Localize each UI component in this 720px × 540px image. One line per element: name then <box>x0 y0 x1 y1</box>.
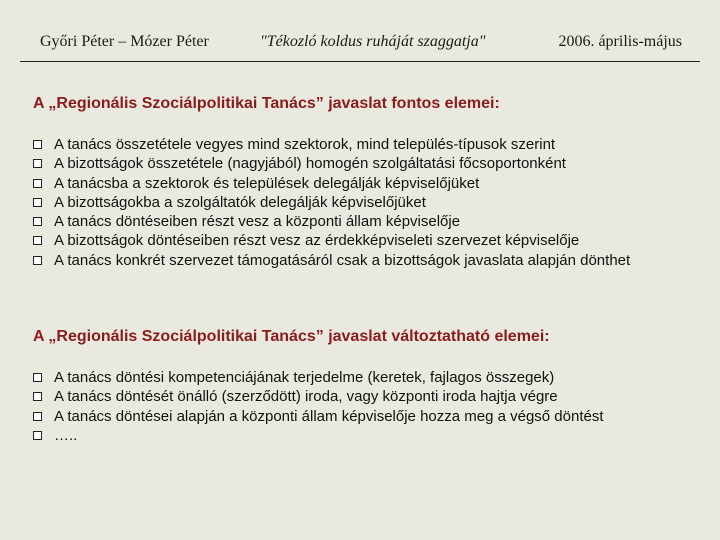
checkbox-bullet-icon <box>33 412 42 421</box>
list-item-text: A tanács döntési kompetenciájának terjedelme (keretek, fajlagos összegek) <box>54 369 555 386</box>
list-item <box>33 154 673 173</box>
slide-header <box>20 33 700 55</box>
list-item-text: A tanácsba a szektorok és települések delegálják képviselőjüket <box>54 174 480 192</box>
checkbox-bullet-icon <box>33 217 42 226</box>
list-item-text: A tanács döntései alapján a központi állam képviselője hozza meg a végső döntést <box>54 407 604 425</box>
list-item-text: A bizottságok összetétele (nagyjából) homogén szolgáltatási főcsoportonként <box>54 155 566 173</box>
list-item-text: A tanács döntéseiben részt vesz a központi állam képviselője <box>54 213 461 231</box>
list-item-text: A tanács összetétele vegyes mind szektorok, mind település-típusok szerint <box>54 136 556 153</box>
checkbox-bullet-icon <box>33 140 42 149</box>
list-item-text: A bizottságok döntéseiben részt vesz az érdekképviseleti szervezet képviselője <box>54 232 580 250</box>
header-date: 2006. április-május <box>558 33 682 50</box>
bullet-list <box>33 135 673 270</box>
list-item <box>33 368 673 387</box>
checkbox-bullet-icon <box>33 431 42 440</box>
list-item-text: A bizottságokba a szolgáltatók delegálják képviselőjüket <box>54 193 426 211</box>
list-item <box>33 387 673 406</box>
bullet-list <box>33 368 673 445</box>
list-item-text: ….. <box>54 426 78 444</box>
section-heading: A „Regionális Szociálpolitikai Tanács” javaslat változtatható elemei: <box>33 328 550 345</box>
list-item <box>33 251 673 270</box>
section-heading: A „Regionális Szociálpolitikai Tanács” javaslat fontos elemei: <box>33 95 500 112</box>
list-item <box>33 193 673 212</box>
list-item <box>33 174 673 193</box>
checkbox-bullet-icon <box>33 256 42 265</box>
header-divider <box>20 61 700 62</box>
header-title: "Tékozló koldus ruháját szaggatja" <box>260 33 486 50</box>
checkbox-bullet-icon <box>33 179 42 188</box>
section-important-elements <box>33 94 673 270</box>
list-item-text: A tanács konkrét szervezet támogatásáról csak a bizottságok javaslata alapján dönthet <box>54 251 631 269</box>
list-item-text: A tanács döntését önálló (szerződött) iroda, vagy központi iroda hajtja végre <box>54 388 558 406</box>
list-item <box>33 407 673 426</box>
list-item <box>33 135 673 154</box>
list-item <box>33 231 673 250</box>
list-item <box>33 426 673 445</box>
checkbox-bullet-icon <box>33 198 42 207</box>
list-item <box>33 212 673 231</box>
section-changeable-elements <box>33 327 673 445</box>
checkbox-bullet-icon <box>33 236 42 245</box>
checkbox-bullet-icon <box>33 373 42 382</box>
checkbox-bullet-icon <box>33 159 42 168</box>
header-authors: Győri Péter – Mózer Péter <box>40 33 209 50</box>
checkbox-bullet-icon <box>33 392 42 401</box>
